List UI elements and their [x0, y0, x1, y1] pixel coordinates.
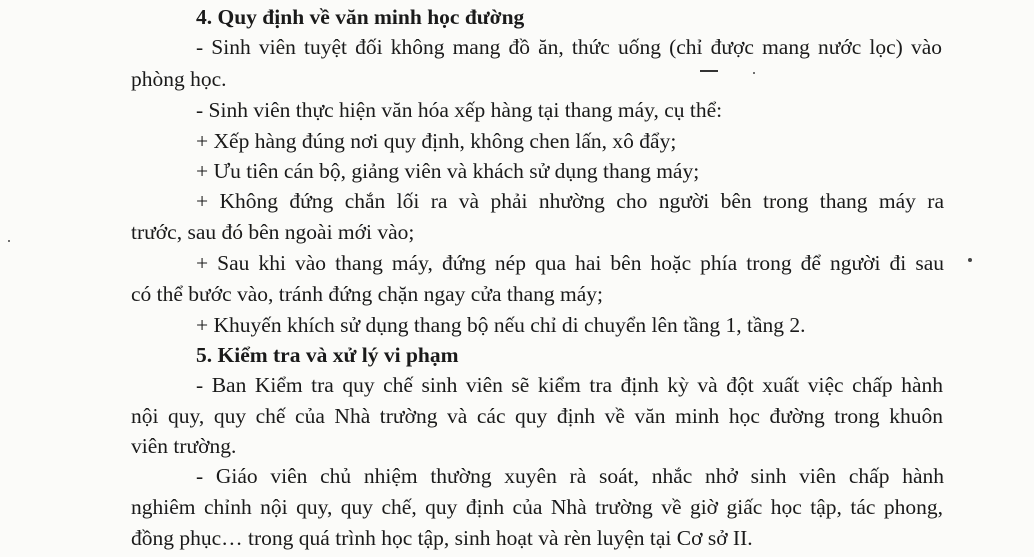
scan-mark: [700, 70, 718, 72]
scan-speck: [8, 240, 10, 242]
paragraph-line: - Ban Kiểm tra quy chế sinh viên sẽ kiểm tra định kỳ và đột xuất việc chấp hành: [196, 373, 943, 397]
paragraph-line: phòng học.: [131, 67, 227, 91]
scan-speck: [968, 258, 972, 262]
paragraph-line: trước, sau đó bên ngoài mới vào;: [131, 220, 415, 244]
section-heading: 4. Quy định về văn minh học đường: [196, 5, 525, 29]
paragraph-line: - Giáo viên chủ nhiệm thường xuyên rà soát, nhắc nhở sinh viên chấp hành: [196, 464, 944, 488]
paragraph-line: - Sinh viên thực hiện văn hóa xếp hàng tại thang máy, cụ thể:: [196, 98, 723, 122]
paragraph-line: + Ưu tiên cán bộ, giảng viên và khách sử dụng thang máy;: [196, 159, 700, 183]
paragraph-line: có thể bước vào, tránh đứng chặn ngay cửa thang máy;: [131, 282, 603, 306]
paragraph-line: + Không đứng chắn lối ra và phải nhường cho người bên trong thang máy ra: [196, 189, 944, 213]
paragraph-line: + Khuyến khích sử dụng thang bộ nếu chỉ di chuyển lên tầng 1, tầng 2.: [196, 313, 806, 337]
paragraph-line: đồng phục… trong quá trình học tập, sinh hoạt và rèn luyện tại Cơ sở II.: [131, 526, 753, 550]
paragraph-line: nội quy, quy chế của Nhà trường và các quy định về văn minh học đường trong khuôn: [131, 404, 943, 428]
paragraph-line: + Xếp hàng đúng nơi quy định, không chen lấn, xô đẩy;: [196, 129, 677, 153]
scan-speck: [753, 72, 755, 74]
paragraph-line: viên trường.: [131, 434, 237, 458]
paragraph-line: nghiêm chỉnh nội quy, quy chế, quy định của Nhà trường về giờ giấc học tập, tác phong,: [131, 495, 943, 519]
section-heading: 5. Kiểm tra và xử lý vi phạm: [196, 343, 459, 367]
paragraph-line: - Sinh viên tuyệt đối không mang đồ ăn, thức uống (chỉ được mang nước lọc) vào: [196, 35, 942, 59]
paragraph-line: + Sau khi vào thang máy, đứng nép qua hai bên hoặc phía trong để người đi sau: [196, 251, 944, 275]
